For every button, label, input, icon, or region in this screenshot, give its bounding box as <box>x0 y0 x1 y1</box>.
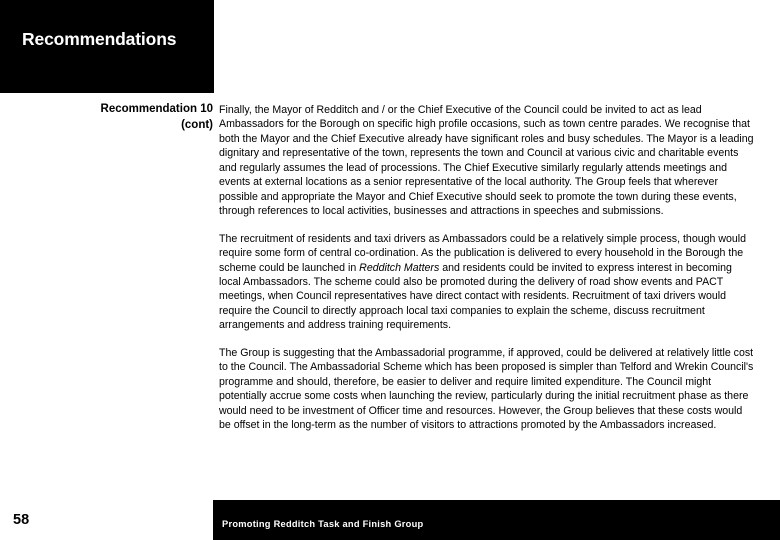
body-text-column <box>219 103 754 433</box>
paragraph-1 <box>219 103 754 219</box>
page-title: Recommendations <box>22 29 177 49</box>
paragraph-2-text-before: The recruitment of residents and taxi drivers as Ambassadors could be a relatively simple process, though would require some form of central co-ordination. As the publication is delivered to every household in the Borough the scheme could be launched in <box>219 232 747 274</box>
recommendation-label-line1: Recommendation 10 <box>100 103 213 115</box>
paragraph-1-text: Finally, the Mayor of Redditch and / or the Chief Executive of the Council could be invited to act as lead Ambassadors for the Borough on specific high profile occasions, such as town centre parades. We recognise that both the Mayor and the Chief Executive already have significant roles and busy schedules. The Mayor is a leading dignitary and representative of the town, represents the town and Council at various civic and charitable events and regularly assumes the lead of processions. The Chief Executive similarly regularly attends meetings and events at external locations as a senior representative of the local authority. The Group feels that wherever possible and appropriate the Mayor and Chief Executive should seek to promote the town during these events, through references to local activities, businesses and attractions in speeches and submissions. <box>219 104 754 218</box>
recommendation-label <box>20 101 213 134</box>
paragraph-3-text: The Group is suggesting that the Ambassadorial programme, if approved, could be delivered at relatively little cost to the Council. The Ambassadorial Scheme which has been proposed is simpler than Telford and Wrekin Council's programme and should, therefore, be easier to deliver and require limited expenditure. The Council might potentially accrue some costs when launching the review, particularly during the initial recruitment phase as there would need to be investment of Officer time and resources. However, the Group believes that these costs would be offset in the long-term as the number of visitors to attractions promoted by the Ambassadors increased. <box>219 346 754 432</box>
publication-name-italic: Redditch Matters <box>359 261 440 274</box>
paragraph-3 <box>219 346 754 433</box>
page-number: 58 <box>13 512 30 528</box>
paragraph-2 <box>219 232 754 333</box>
footer-title: Promoting Redditch Task and Finish Group <box>222 519 424 529</box>
recommendation-label-line2: (cont) <box>181 119 213 132</box>
paragraph-2-text-after: and residents could be invited to express interest in becoming local Ambassadors. The scheme could also be promoted during the delivery of road show events and PACT meetings, when Council representatives have direct contact with residents. Recruitment of taxi drivers would require the Council to directly approach local taxi companies to explain the scheme, discuss recruitment arrangements and address training requirements. <box>219 261 732 332</box>
